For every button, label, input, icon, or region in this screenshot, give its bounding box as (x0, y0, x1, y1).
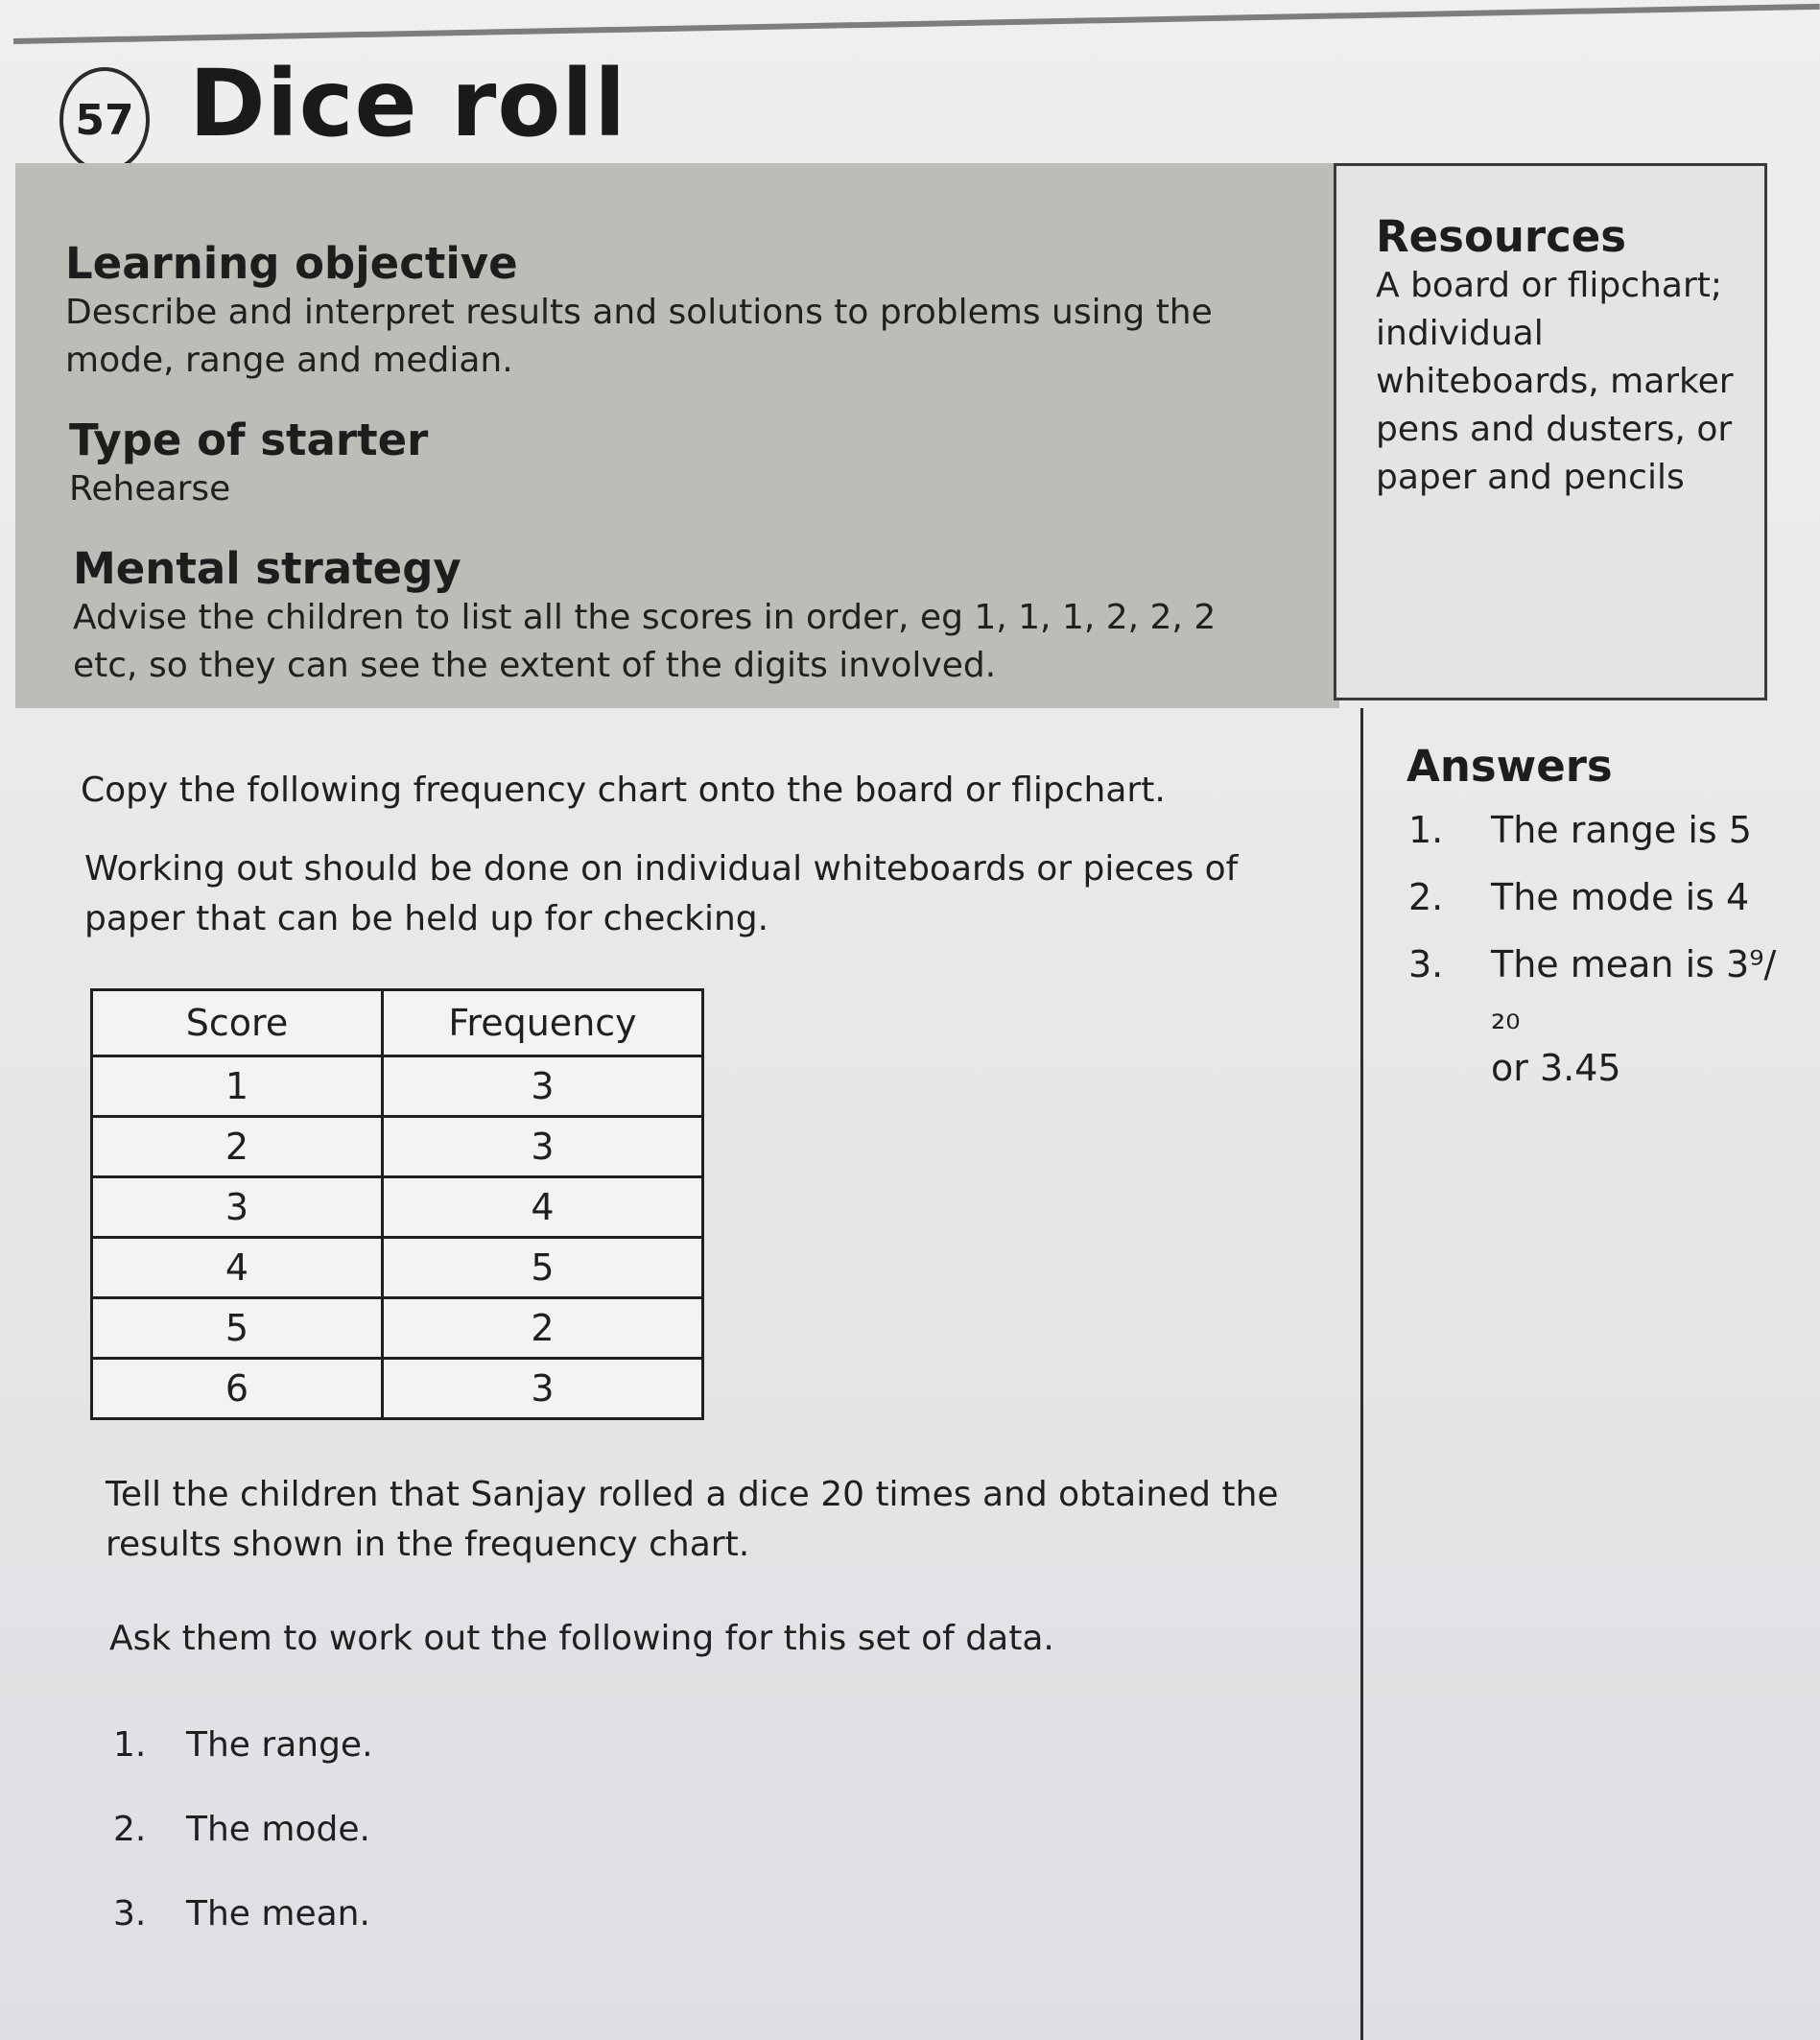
answer-text (1491, 804, 1752, 856)
table-row (92, 1056, 703, 1117)
table-header-row (92, 990, 703, 1056)
answer-extra: or 3.45 (1491, 1047, 1621, 1089)
resources-section (1376, 211, 1740, 502)
type-of-starter-heading: Type of starter (69, 415, 429, 465)
frequency-cell: 2 (383, 1298, 703, 1359)
list-item (1408, 938, 1792, 1094)
frequency-cell: 3 (383, 1117, 703, 1177)
frequency-cell: 5 (383, 1238, 703, 1298)
answer-number: 3. (1408, 943, 1444, 985)
activity-number-badge: 57 (59, 67, 150, 173)
resources-text: A board or flipchart; individual whiteboards, marker pens and dusters, or paper and pencils (1376, 266, 1734, 497)
mental-strategy-section (73, 543, 1282, 690)
question-text: The mean. (186, 1893, 370, 1933)
frequency-table (90, 988, 704, 1420)
list-item (1408, 871, 1792, 938)
score-cell: 1 (92, 1056, 383, 1117)
table-row (92, 1238, 703, 1298)
learning-objective-section (65, 238, 1255, 385)
type-of-starter-section (69, 415, 1259, 513)
top-rule (13, 4, 1820, 44)
mental-strategy-text: Advise the children to list all the scores in order, eg 1, 1, 1, 2, 2, 2 etc, so they can see the extent of the digits involved. (73, 598, 1217, 685)
column-divider (1360, 708, 1363, 2040)
score-cell: 5 (92, 1298, 383, 1359)
answers-list (1408, 804, 1792, 1094)
answer-number: 2. (1408, 876, 1444, 918)
ask-them-instruction: Ask them to work out the following for this set of data. (109, 1619, 1054, 1658)
type-of-starter-text: Rehearse (69, 469, 231, 509)
mental-strategy-heading: Mental strategy (73, 543, 461, 594)
frequency-column-header: Frequency (383, 990, 703, 1056)
answer-number: 1. (1408, 809, 1444, 851)
table-row (92, 1359, 703, 1419)
answer-main: The mean is 3⁹/₂₀ (1491, 943, 1777, 1037)
list-item (113, 1702, 373, 1787)
score-cell: 6 (92, 1359, 383, 1419)
frequency-cell: 4 (383, 1177, 703, 1238)
answer-main: The mode is 4 (1491, 876, 1750, 918)
answers-heading: Answers (1406, 741, 1613, 792)
table-row (92, 1177, 703, 1238)
learning-objective-heading: Learning objective (65, 238, 518, 289)
list-item (113, 1871, 373, 1956)
question-number: 3. (113, 1893, 147, 1933)
score-cell: 3 (92, 1177, 383, 1238)
working-out-instruction: Working out should be done on individual whiteboards or pieces of paper that can be held up for checking. (84, 849, 1239, 938)
learning-objective-text: Describe and interpret results and solutions to problems using the mode, range and median. (65, 293, 1213, 380)
list-item (113, 1787, 373, 1871)
score-cell: 4 (92, 1238, 383, 1298)
score-cell: 2 (92, 1117, 383, 1177)
copy-chart-instruction: Copy the following frequency chart onto the board or flipchart. (81, 771, 1166, 810)
answer-main: The range is 5 (1491, 809, 1752, 851)
answer-text (1491, 938, 1792, 1094)
resources-heading: Resources (1376, 211, 1627, 262)
question-number: 2. (113, 1809, 147, 1849)
list-item (1408, 804, 1792, 871)
answer-text (1491, 871, 1749, 923)
table-row (92, 1117, 703, 1177)
question-number: 1. (113, 1724, 147, 1765)
question-text: The range. (186, 1724, 373, 1765)
frequency-cell: 3 (383, 1056, 703, 1117)
table-row (92, 1298, 703, 1359)
tell-children-instruction: Tell the children that Sanjay rolled a dice 20 times and obtained the results shown in the frequency chart. (106, 1475, 1279, 1564)
score-column-header: Score (92, 990, 383, 1056)
page-title: Dice roll (189, 50, 627, 157)
frequency-cell: 3 (383, 1359, 703, 1419)
question-text: The mode. (186, 1809, 370, 1849)
questions-list (113, 1702, 373, 1956)
